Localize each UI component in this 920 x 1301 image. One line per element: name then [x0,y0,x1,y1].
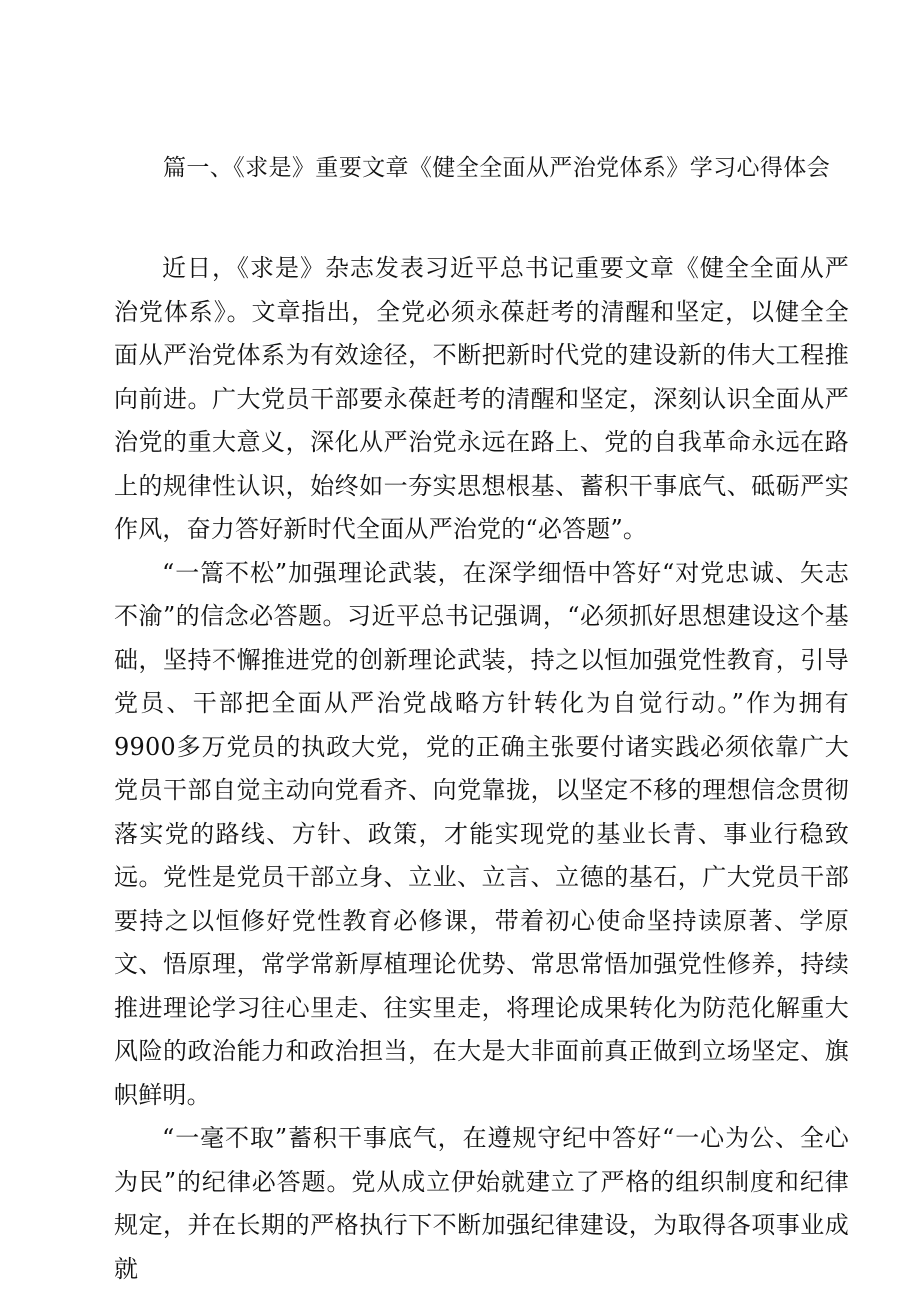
paragraph: “一毫不取”蓄积干事底气，在遵规守纪中答好“一心为公、全心为民”的纪律必答题。党从成立伊始就建立了严格的组织制度和纪律规定，并在长期的严格执行下不断加强纪律建设，为取得各项事业成就 [114,1124,849,1283]
paragraph: 近日，《求是》杂志发表习近平总书记重要文章《健全全面从严治党体系》。文章指出，全党必须永葆赶考的清醒和坚定，以健全全面从严治党体系为有效途径，不断把新时代党的建设新的伟大工程推向前进。广大党员干部要永葆赶考的清醒和坚定，深刻认识全面从严治党的重大意义，深化从严治党永远在路上、党的自我革命永远在路上的规律性认识，始终如一夯实思想根基、蓄积干事底气、砥砺严实作风，奋力答好新时代全面从严治党的“必答题”。 [114,254,849,543]
paragraph: “一篙不松”加强理论武装，在深学细悟中答好“对党忠诚、矢志不渝”的信念必答题。习近平总书记强调，“必须抓好思想建设这个基础，坚持不懈推进党的创新理论武装，持之以恒加强党性教育，引导党员、干部把全面从严治党战略方针转化为自觉行动。”作为拥有9900多万党员的执政大党，党的正确主张要付诸实践必须依靠广大党员干部自觉主动向党看齐、向党靠拢，以坚定不移的理想信念贯彻落实党的路线、方针、政策，才能实现党的基业长青、事业行稳致远。党性是党员干部立身、立业、立言、立德的基石，广大党员干部要持之以恒修好党性教育必修课，带着初心使命坚持读原著、学原文、悟原理，常学常新厚植理论优势、常思常悟加强党性修养，持续推进理论学习往心里走、往实里走，将理论成果转化为防范化解重大风险的政治能力和政治担当，在大是大非面前真正做到立场坚定、旗帜鲜明。 [114,558,849,1109]
document-body [114,247,849,1291]
document-title: 篇一、《求是》重要文章《健全全面从严治党体系》学习心得体会 [163,155,831,181]
